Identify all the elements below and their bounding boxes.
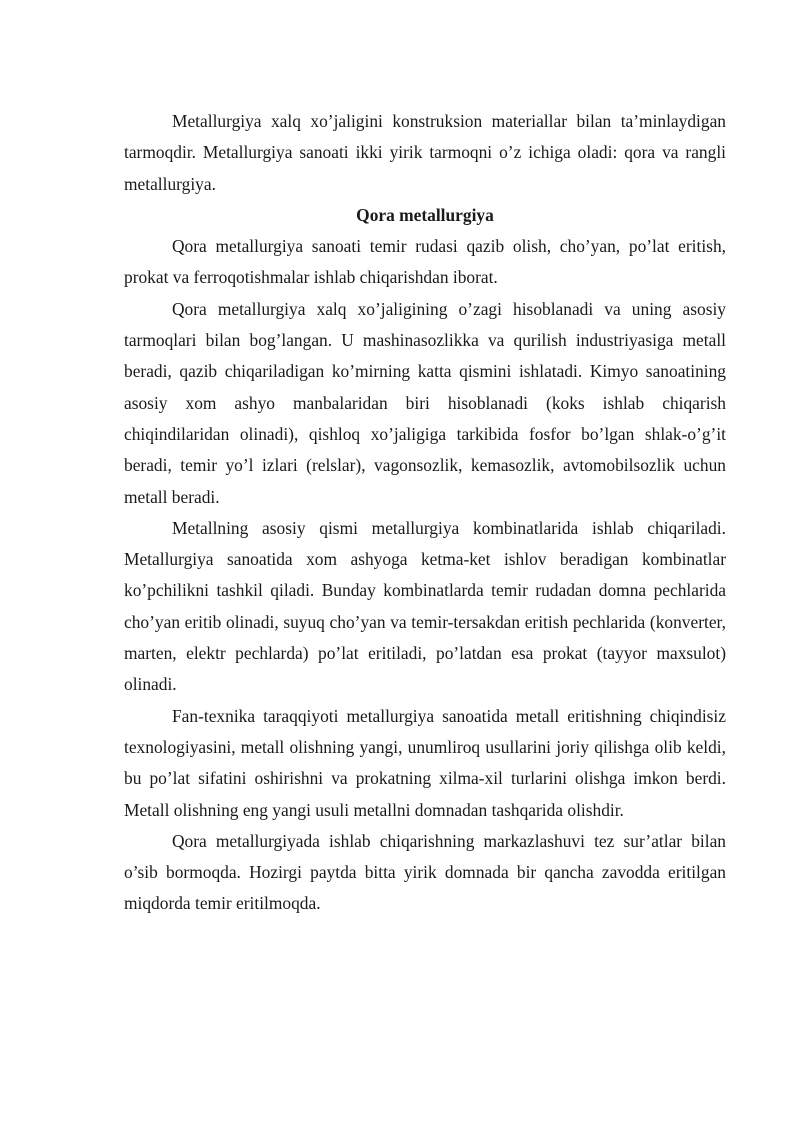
document-body [124, 106, 726, 920]
paragraph-intro: Metallurgiya xalq xo’jaligini konstruksion materiallar bilan ta’minlaydigan tarmoqdir. Metallurgiya sanoati ikki yirik tarmoqni o’z ichiga oladi: qora va rangli metallurgiya. [124, 111, 726, 194]
paragraph-definition: Qora metallurgiya sanoati temir rudasi qazib olish, cho’yan, po’lat eritish, prokat va ferroqotishmalar ishlab chiqarishdan iborat. [124, 236, 726, 288]
section-heading: Qora metallurgiya [356, 204, 494, 225]
paragraph-importance: Qora metallurgiya xalq xo’jaligining o’zagi hisoblanadi va uning asosiy tarmoqlari bilan bog’langan. U mashinasozlikka va qurilish industriyasiga metall beradi, qazib chiqariladigan ko’mirning katta qismini ishlatadi. Kimyo sanoatining asosiy xom ashyo manbalaridan biri hisoblanadi (koks ishlab chiqarish chiqindilaridan olinadi), qishloq xo’jaligiga tarkibida fosfor bo’lgan shlak-o’g’it beradi, temir yo’l izlari (relslar), vagonsozlik, kemasozlik, avtomobilsozlik uchun metall beradi. [124, 298, 726, 507]
paragraph-combines: Metallning asosiy qismi metallurgiya kombinatlarida ishlab chiqariladi. Metallurgiya sanoatida xom ashyoga ketma-ket ishlov beradigan kombinatlar ko’pchilikni tashkil qiladi. Bunday kombinatlarda temir rudadan domna pechlarida cho’yan eritib olinadi, suyuq cho’yan va temir-tersakdan eritish pechlarida (konverter, marten, elektr pechlarda) po’lat eritiladi, po’latdan esa prokat (tayyor maxsulot) olinadi. [124, 517, 726, 695]
paragraph-progress: Fan-texnika taraqqiyoti metallurgiya sanoatida metall eritishning chiqindisiz texnologiyasini, metall olishning yangi, unumliroq usullarini joriy qilishga olib keldi, bu po’lat sifatini oshirishni va prokatning xilma-xil turlarini olishga imkon berdi. Metall olishning eng yangi usuli metallni domnadan tashqarida olishdir. [124, 705, 726, 820]
paragraph-concentration: Qora metallurgiyada ishlab chiqarishning markazlashuvi tez sur’atlar bilan o’sib bormoqda. Hozirgi paytda bitta yirik domnada bir qancha zavodda eritilgan miqdorda temir eritilmoqda. [124, 830, 726, 914]
